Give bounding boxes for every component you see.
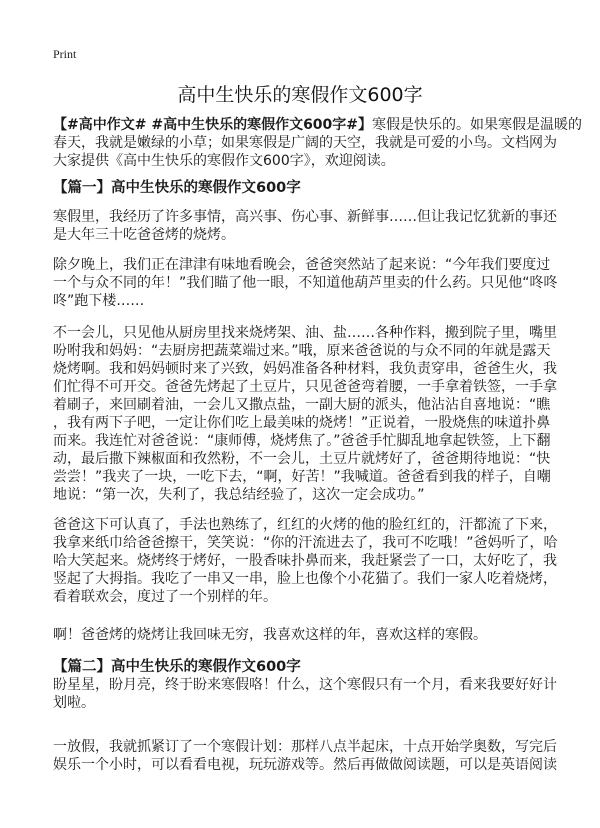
text-line: 不一会儿，只见他从厨房里找来烧烤架、油、盐……各种作料，搬到院子里，嘴里 bbox=[53, 325, 557, 341]
text-line: 是大年三十吃爸爸烤的烧烤。 bbox=[53, 227, 235, 243]
text-line: 尝尝！”我夹了一块，一吃下去，“啊，好苦！”我喊道。爸爸看到我的样子，自嘲 bbox=[53, 469, 551, 485]
text-line: 咚”跑下楼…… bbox=[53, 293, 145, 309]
paragraph bbox=[53, 208, 557, 244]
text-line: 大家提供《高中生快乐的寒假作文600字》，欢迎阅读。 bbox=[53, 153, 395, 169]
paragraph bbox=[53, 256, 558, 310]
intro-tag: 【#高中作文# #高中生快乐的寒假作文600字#】 bbox=[53, 117, 373, 133]
text-line: 寒假里，我经历了许多事情，高兴事、伤心事、新鲜事……但让我记忆犹新的事还 bbox=[53, 209, 557, 225]
text-line: 啊！爸爸烤的烧烤让我回味无穷，我喜欢这样的年，喜欢这样的寒假。 bbox=[53, 627, 487, 643]
text-line: 一放假，我就抓紧订了一个寒假计划：那样八点半起床，十点开始学奥数，写完后 bbox=[53, 739, 557, 755]
text-line: 哈大笑起来。烧烤终于烤好，一股香味扑鼻而来，我赶紧尝了一口，太好吃了，我 bbox=[53, 553, 557, 569]
text-line: ，我有两下子吧，一定让你们吃上最美味的烧烤！”正说着，一股烧焦的味道扑鼻 bbox=[53, 415, 551, 431]
section-heading-2: 【篇二】高中生快乐的寒假作文600字 bbox=[53, 659, 301, 675]
page-title: 高中生快乐的寒假作文600字 bbox=[177, 84, 423, 106]
text-line: 除夕晚上，我们正在津津有味地看晚会，爸爸突然站了起来说：“今年我们要度过 bbox=[53, 257, 551, 273]
text-line: 着刷子，来回刷着油，一会儿又撒点盐，一副大厨的派头，他沾沾自喜地说：“瞧 bbox=[53, 397, 551, 413]
text-line: 我拿来纸巾给爸爸擦干，笑笑说：“你的汗流进去了，我可不吃哦！”爸妈听了，哈 bbox=[53, 535, 558, 551]
text-line: 寒假是快乐的。如果寒假是温暖的 bbox=[372, 117, 583, 133]
text-line: 地说：“第一次，失利了，我总结经验了，这次一定会成功。” bbox=[53, 487, 425, 503]
text-line: 一个与众不同的年！”我们瞄了他一眼，不知道他葫芦里卖的什么药。只见他“咚咚 bbox=[53, 275, 558, 291]
text-line: 春天，我就是嫩绿的小草；如果寒假是广阔的天空，我就是可爱的小鸟。文档网为 bbox=[53, 135, 557, 151]
text-line: 看着联欢会，度过了一个别样的年。 bbox=[53, 589, 277, 605]
print-label[interactable]: Print bbox=[53, 47, 77, 61]
text-line: 娱乐一个小时，可以看看电视，玩玩游戏等。然后再做做阅读题，可以是英语阅读 bbox=[53, 757, 557, 773]
intro-paragraph bbox=[53, 116, 583, 170]
text-line: 而来。我连忙对爸爸说：“康师傅，烧烤焦了。”爸爸手忙脚乱地拿起铁签，上下翻 bbox=[53, 433, 551, 449]
text-line: 们忙得不可开交。爸爸先烤起了土豆片，只见爸爸弯着腰，一手拿着铁签，一手拿 bbox=[53, 379, 557, 395]
paragraph bbox=[53, 676, 557, 712]
text-line: 竖起了大拇指。我吃了一串又一串，脸上也像个小花猫了。我们一家人吃着烧烤， bbox=[53, 571, 557, 587]
paragraph bbox=[53, 324, 557, 504]
text-line: 动，最后撒下辣椒面和孜然粉，不一会儿，土豆片就烤好了，爸爸期待地说：“快 bbox=[53, 451, 551, 467]
paragraph bbox=[53, 738, 557, 774]
section-heading-1: 【篇一】高中生快乐的寒假作文600字 bbox=[53, 180, 301, 196]
text-line: 划啦。 bbox=[53, 695, 95, 711]
text-line: 爸爸这下可认真了，手法也熟练了，红红的火烤的他的脸红红的，汗都流了下来， bbox=[53, 517, 557, 533]
paragraph bbox=[53, 516, 558, 606]
text-line: 吩咐我和妈妈：“去厨房把蔬菜端过来。”哦，原来爸爸说的与众不同的年就是露天 bbox=[53, 343, 551, 359]
text-line: 烧烤啊。我和妈妈顿时来了兴致，妈妈准备各种材料，我负责穿串，爸爸生火，我 bbox=[53, 361, 557, 377]
text-line: 盼星星，盼月亮，终于盼来寒假咯！什么，这个寒假只有一个月，看来我要好好计 bbox=[53, 677, 557, 693]
paragraph bbox=[53, 626, 545, 644]
